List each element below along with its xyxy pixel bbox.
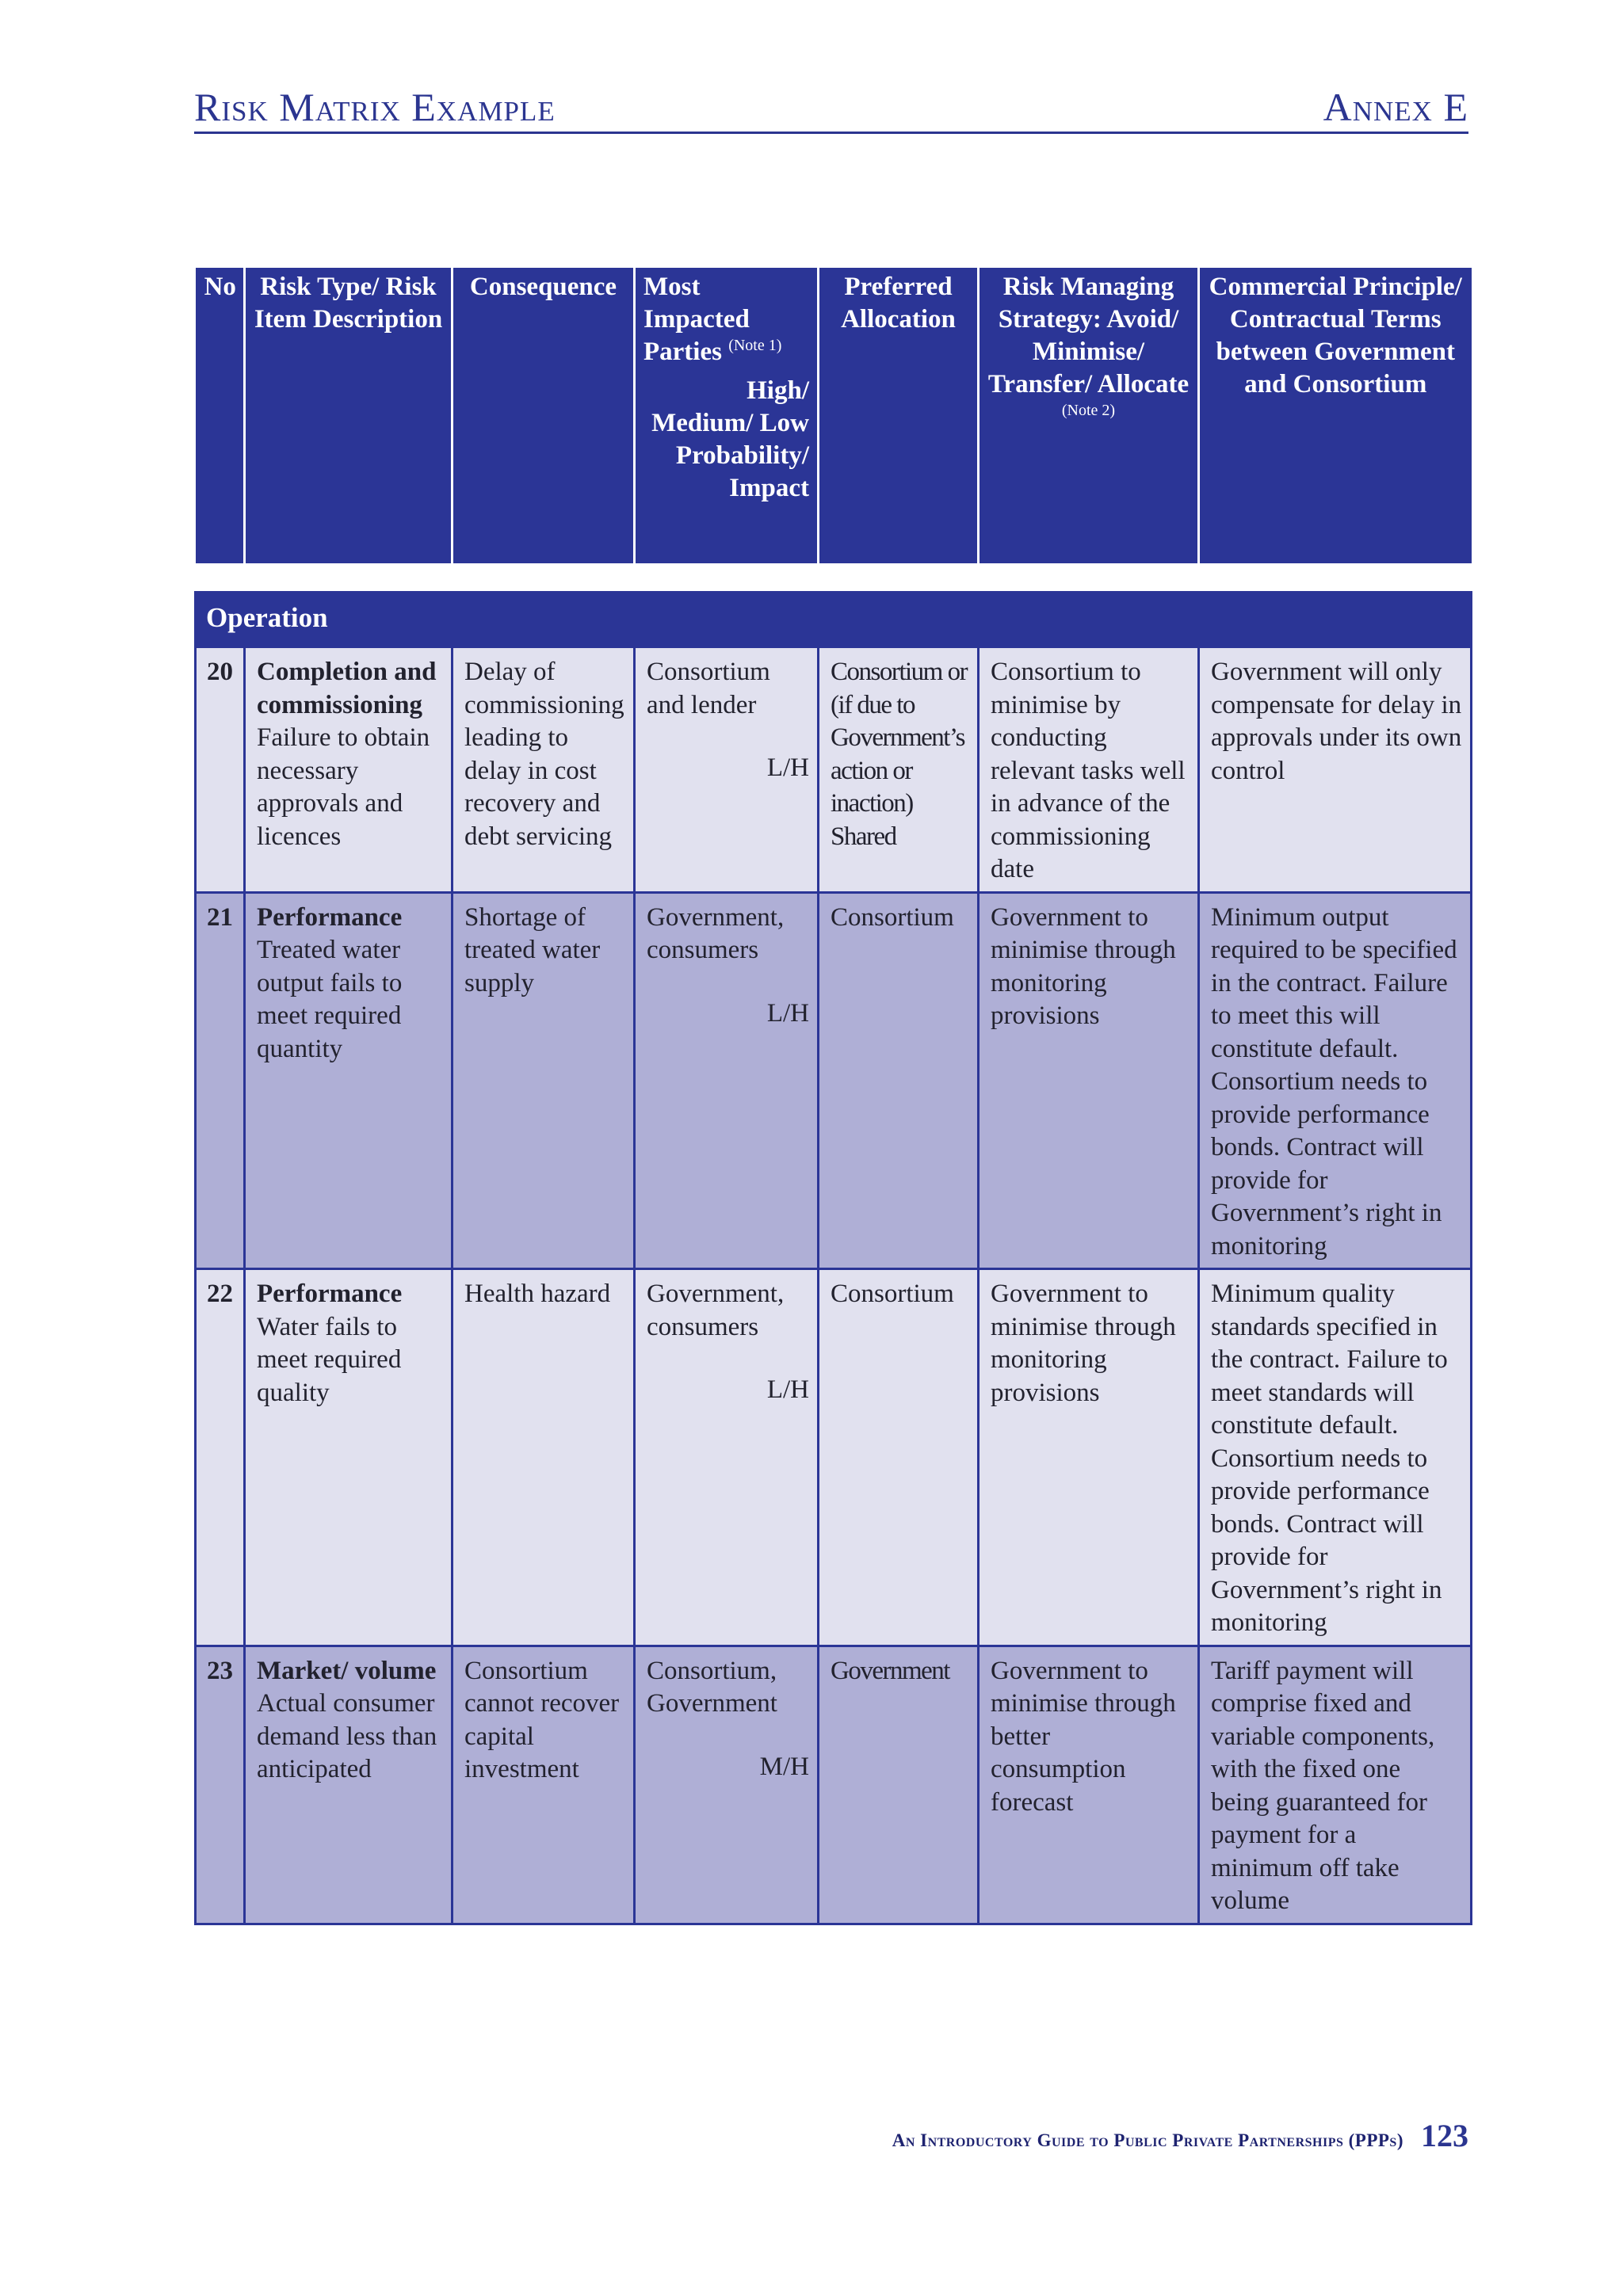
risk-matrix-table <box>194 265 1472 1925</box>
page-header <box>194 78 1468 134</box>
table-row <box>196 1269 1472 1646</box>
risk-type-description: Water fails to meet required quality <box>257 1312 402 1407</box>
parties-cell <box>635 647 819 893</box>
parties-text: Consortium and lender <box>647 658 770 719</box>
table-spacer <box>196 565 1472 593</box>
risk-type-description: Failure to obtain necessary approvals and licences <box>257 723 430 851</box>
table-row <box>196 892 1472 1269</box>
row-number: 20 <box>196 647 245 893</box>
row-number: 22 <box>196 1269 245 1646</box>
commercial-cell: Tariff payment will comprise fixed and variable components, with the fixed one being guaranteed for payment for a minimum off take volume <box>1199 1646 1472 1924</box>
annex-label: Annex E <box>1323 85 1468 129</box>
risk-type-title: Performance <box>257 1280 403 1308</box>
allocation-cell: Consortium <box>819 1269 979 1646</box>
commercial-cell: Minimum quality standards specified in the contract. Failure to meet standards will constitute default. Consortium needs to provide performance bonds. Contract will provide for Government’s right in monitoring <box>1199 1269 1472 1646</box>
risk-type-description: Actual consumer demand less than anticipated <box>257 1689 437 1783</box>
probability-impact-value: L/H <box>766 1375 809 1404</box>
consequence-cell: Delay of commissioning leading to delay in cost recovery and debt servicing <box>453 647 635 893</box>
row-number: 21 <box>196 892 245 1269</box>
probability-impact-value: L/H <box>766 753 809 782</box>
table-header-row <box>196 267 1472 565</box>
header-most-impacted-parties <box>635 267 819 565</box>
consequence-cell: Health hazard <box>453 1269 635 1646</box>
risk-type-cell <box>245 1269 453 1646</box>
parties-cell <box>635 1269 819 1646</box>
page-number: 123 <box>1421 2118 1468 2153</box>
page-title: Risk Matrix Example <box>194 85 556 129</box>
header-parties-note: (Note 1) <box>728 337 782 354</box>
header-risk-managing-strategy <box>979 267 1199 565</box>
risk-type-cell <box>245 1646 453 1924</box>
allocation-cell: Consortium <box>819 892 979 1269</box>
risk-type-cell <box>245 647 453 893</box>
strategy-cell: Consortium to minimise by conducting relevant tasks well in advance of the commissioning date <box>979 647 1199 893</box>
commercial-cell: Minimum output required to be specified in the contract. Failure to meet this will constitute default. Consortium needs to provide performance bonds. Contract will provide for Government’s right in monitoring <box>1199 892 1472 1269</box>
strategy-cell: Government to minimise through monitoring provisions <box>979 892 1199 1269</box>
risk-type-title: Market/ volume <box>257 1656 437 1685</box>
parties-cell <box>635 1646 819 1924</box>
risk-type-cell <box>245 892 453 1269</box>
parties-text: Government, consumers <box>647 902 785 964</box>
section-title: Operation <box>196 593 1472 647</box>
guide-title: An Introductory Guide to Public Private Partnerships (PPPs) <box>892 2130 1403 2150</box>
table-row <box>196 647 1472 893</box>
strategy-cell: Government to minimise through better consumption forecast <box>979 1646 1199 1924</box>
probability-impact-value: L/H <box>766 998 809 1028</box>
header-strategy-label: Risk Managing Strategy: Avoid/ Minimise/ Transfer/ Allocate <box>987 273 1190 399</box>
risk-type-title: Completion and commissioning <box>257 658 437 719</box>
parties-text: Government, consumers <box>647 1280 785 1341</box>
header-probability-impact: High/ Medium/ Low Probability/ Impact <box>651 376 809 502</box>
header-consequence: Consequence <box>453 267 635 565</box>
row-number: 23 <box>196 1646 245 1924</box>
commercial-cell: Government will only compensate for delay in approvals under its own control <box>1199 647 1472 893</box>
header-strategy-note: (Note 2) <box>1061 402 1116 419</box>
parties-text: Consortium, Government <box>647 1656 777 1718</box>
strategy-cell: Government to minimise through monitoring provisions <box>979 1269 1199 1646</box>
section-row <box>196 593 1472 647</box>
header-commercial-principle: Commercial Principle/ Contractual Terms between Government and Consortium <box>1199 267 1472 565</box>
header-no: No <box>196 267 245 565</box>
header-preferred-allocation: Preferred Allocation <box>819 267 979 565</box>
header-parties-label: Most Impacted Parties <box>643 273 750 366</box>
risk-type-title: Performance <box>257 902 403 932</box>
parties-cell <box>635 892 819 1269</box>
consequence-cell: Shortage of treated water supply <box>453 892 635 1269</box>
consequence-cell: Consortium cannot recover capital investment <box>453 1646 635 1924</box>
probability-impact-value: M/H <box>759 1752 809 1781</box>
allocation-cell: Government <box>819 1646 979 1924</box>
allocation-cell: Consortium or (if due to Government’s action or inaction) Shared <box>819 647 979 893</box>
header-risk-type: Risk Type/ Risk Item Description <box>245 267 453 565</box>
page-footer <box>892 2117 1468 2154</box>
risk-type-description: Treated water output fails to meet required quantity <box>257 936 403 1063</box>
table-row <box>196 1646 1472 1924</box>
